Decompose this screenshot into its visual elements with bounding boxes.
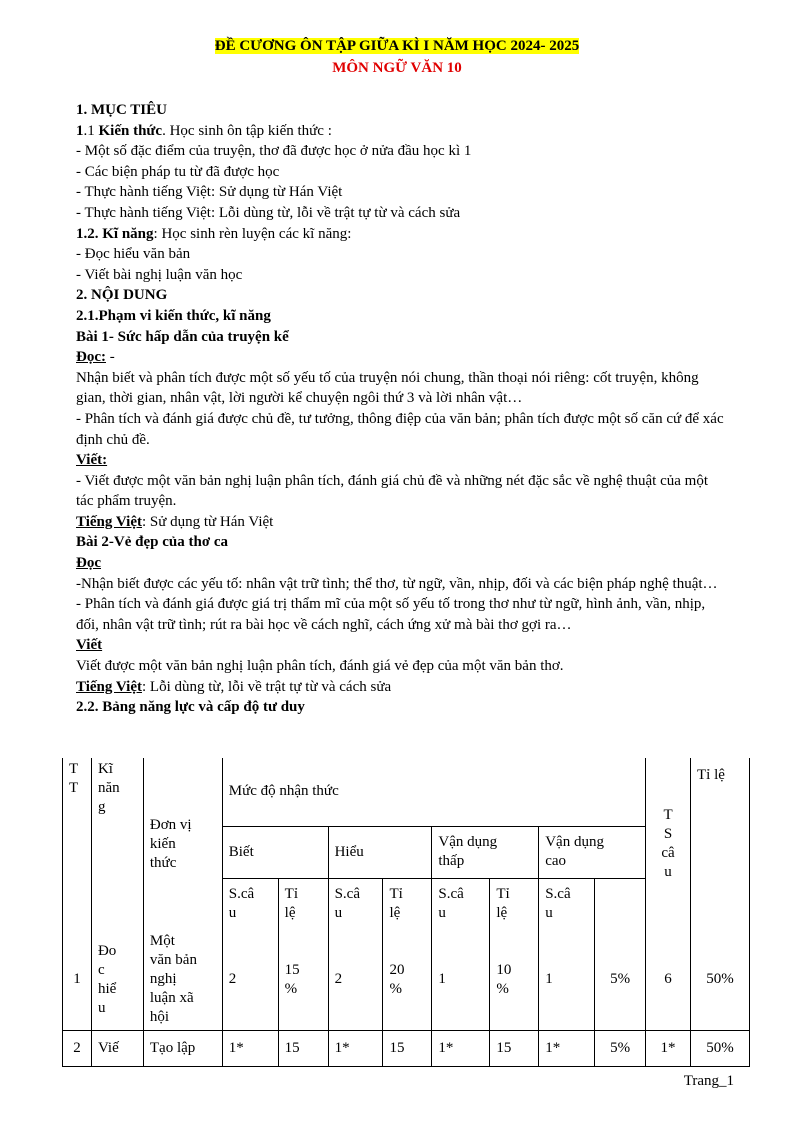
cell-value: 50% <box>690 1030 749 1066</box>
cell-unit: Một văn bản nghị luận xã hội <box>143 930 222 1030</box>
cell-value: 10 % <box>490 930 539 1030</box>
cell-value: 1* <box>646 1030 691 1066</box>
cell-value: 1* <box>222 1030 278 1066</box>
cell-tt: 2 <box>63 1030 92 1066</box>
cell-value: 15 <box>490 1030 539 1066</box>
cell-value: 2 <box>328 930 383 1030</box>
header-knowledge-unit: Đơn vị kiến thức <box>143 758 222 930</box>
cell-value: 15 <box>383 1030 432 1066</box>
header-apply-high: Vận dụng cao <box>539 826 646 878</box>
lesson2-reading-p2: - Phân tích và đánh giá được giá trị thẩm mĩ của một số yếu tố trong thơ như từ ngữ, hình ảnh, vần, nhịp, đối, nhân vật trữ tình; rút ra bài học về cách nghĩ, cách ứng xử mà bài thơ gợi ra… <box>76 596 706 633</box>
competency-table <box>62 758 750 1067</box>
cell-value: 5% <box>595 930 646 1030</box>
skills-line: 1.2. Kĩ năng: Học sinh rèn luyện các kĩ năng: <box>76 225 352 242</box>
document-body <box>76 100 726 718</box>
header-question-count: S.câ u <box>328 878 383 930</box>
page-number: Trang_1 <box>683 1073 734 1089</box>
subsection-scope: 2.1.Phạm vi kiến thức, kĩ năng <box>76 307 271 324</box>
lesson2-language: Tiếng Việt: Lỗi dùng từ, lỗi về trật tự từ và cách sửa <box>76 678 392 695</box>
cell-value: 50% <box>690 930 749 1030</box>
header-question-count: S.câ u <box>539 878 595 930</box>
knowledge-item: - Thực hành tiếng Việt: Sử dụng từ Hán Việt <box>76 184 343 201</box>
header-ratio-sub: Tỉ lệ <box>490 878 539 930</box>
lesson2-reading-p1: -Nhận biết được các yếu tố: nhân vật trữ tình; thể thơ, từ ngữ, vần, nhịp, đối và các biện pháp nghệ thuật… <box>76 575 718 592</box>
cell-value: 1 <box>432 930 490 1030</box>
cell-value: 1 <box>539 930 595 1030</box>
lesson2-title: Bài 2-Vẻ đẹp của thơ ca <box>76 534 229 551</box>
cell-value: 1* <box>328 1030 383 1066</box>
cell-value: 1* <box>539 1030 595 1066</box>
header-ratio-sub <box>595 878 646 930</box>
cell-tt: 1 <box>63 930 92 1030</box>
cell-unit: Tạo lập <box>143 1030 222 1066</box>
header-ratio-sub: Tỉ lệ <box>278 878 328 930</box>
header-apply-low: Vận dụng thấp <box>432 826 539 878</box>
header-skill: Kĩ năn g <box>91 758 143 826</box>
cell-value: 20 % <box>383 930 432 1030</box>
header-know: Biết <box>222 826 328 878</box>
header-ratio-sub: Tỉ lệ <box>383 878 432 930</box>
knowledge-line: 1.1 Kiến thức. Học sinh ôn tập kiến thức : <box>76 122 332 139</box>
lesson1-writing-label: Viết: <box>76 452 108 469</box>
skills-item: - Viết bài nghị luận văn học <box>76 266 243 283</box>
cell-skill: Viế <box>91 1030 143 1066</box>
subsection-competency-table: 2.2. Bảng năng lực và cấp độ tư duy <box>76 699 305 716</box>
lesson2-writing-label: Viết <box>76 637 103 654</box>
skills-item: - Đọc hiểu văn bản <box>76 246 191 263</box>
lesson2-writing-p: Viết được một văn bản nghị luận phân tích, đánh giá vẻ đẹp của một văn bản thơ. <box>76 658 564 675</box>
lesson1-reading-p1: Nhận biết và phân tích được một số yếu tố của truyện nói chung, thần thoại nói riêng: cốt truyện, không gian, thời gian, nhân vật, lời người kể chuyện ngôi thứ 3 và lời nhân vật… <box>76 369 699 407</box>
cell-value: 6 <box>646 930 691 1030</box>
lesson1-language: Tiếng Việt: Sử dụng từ Hán Việt <box>76 513 274 530</box>
document-title: ĐỀ CƯƠNG ÔN TẬP GIỮA KÌ I NĂM HỌC 2024- 2025 <box>214 38 580 54</box>
subject-title: MÔN NGỮ VĂN 10 <box>332 60 462 76</box>
cell-value: 15 % <box>278 930 328 1030</box>
knowledge-item: - Các biện pháp tu từ đã được học <box>76 163 280 180</box>
section-heading-objectives: 1. MỤC TIÊU <box>76 102 167 118</box>
header-cognitive-level: Mức độ nhận thức <box>222 758 645 826</box>
header-ratio: Tỉ lệ <box>690 758 749 930</box>
cell-skill: Đo c hiể u <box>91 930 143 1030</box>
lesson1-reading-label: Đọc: - <box>76 349 115 366</box>
lesson1-writing-p: - Viết được một văn bản nghị luận phân tích, đánh giá chủ đề và những nét đặc sắc về nghệ thuật của một tác phẩm truyện. <box>76 472 708 510</box>
cell-value: 1* <box>432 1030 490 1066</box>
cell-value: 2 <box>222 930 278 1030</box>
header-skill-blank <box>91 826 143 930</box>
table-row <box>63 1030 750 1066</box>
header-tt: T T <box>63 758 92 930</box>
section-heading-content: 2. NỘI DUNG <box>76 287 168 304</box>
header-question-count: S.câ u <box>432 878 490 930</box>
cell-value: 5% <box>595 1030 646 1066</box>
header-understand: Hiểu <box>328 826 432 878</box>
lesson1-title: Bài 1- Sức hấp dẫn của truyện kể <box>76 328 289 345</box>
header-total-questions: T S câ u <box>646 758 691 930</box>
knowledge-item: - Thực hành tiếng Việt: Lỗi dùng từ, lỗi về trật tự từ và cách sửa <box>76 204 461 221</box>
lesson2-reading-label: Đọc <box>76 555 101 572</box>
lesson1-reading-p2: - Phân tích và đánh giá được chủ đề, tư tưởng, thông điệp của văn bản; phân tích được một số căn cứ để xác định chủ đề. <box>76 410 724 448</box>
table-row <box>63 930 750 1030</box>
header-question-count: S.câ u <box>222 878 278 930</box>
cell-value: 15 <box>278 1030 328 1066</box>
knowledge-item: - Một số đặc điểm của truyện, thơ đã được học ở nửa đầu học kì 1 <box>76 143 472 160</box>
